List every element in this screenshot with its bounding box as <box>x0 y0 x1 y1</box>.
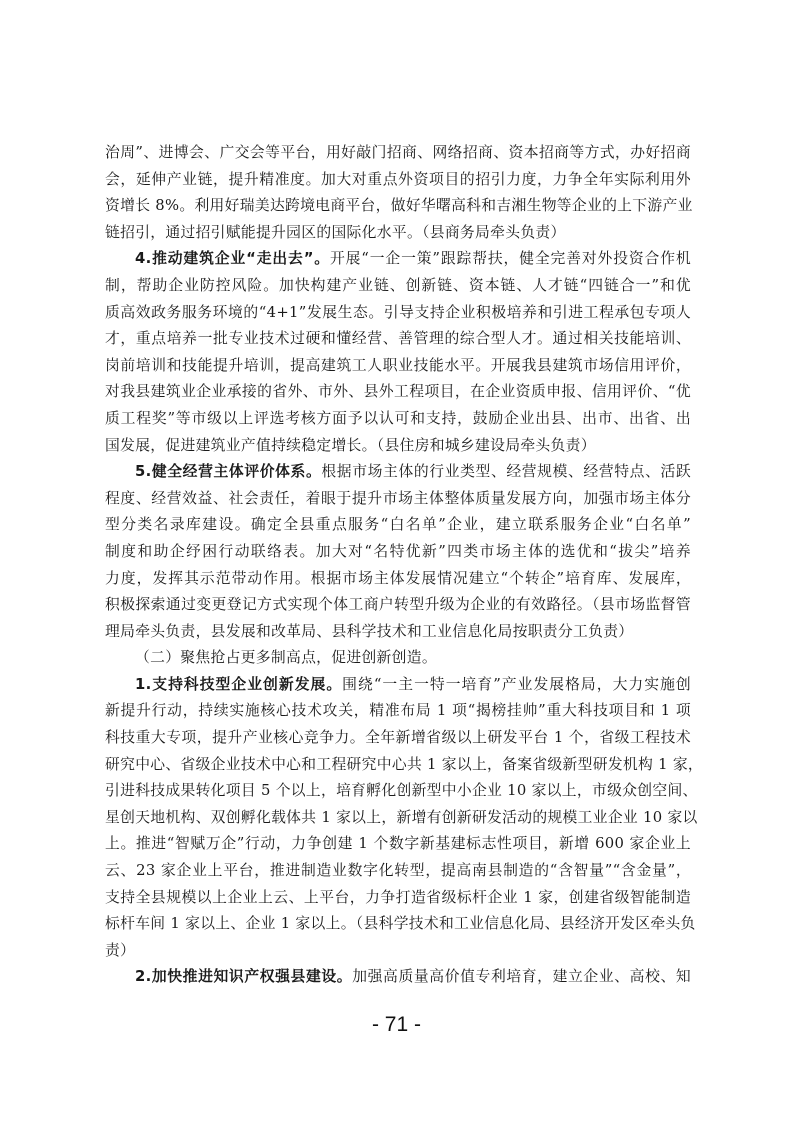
text-line <box>105 938 691 965</box>
line-text: 程度、经营效益、社会责任，着眼于提升市场主体整体质量发展方向，加强市场主体分 <box>105 489 691 507</box>
text-line <box>105 566 691 593</box>
section-heading: 2.加快推进知识产权强县建设。 <box>135 968 353 986</box>
text-line <box>105 619 691 646</box>
line-text: 制度和助企纾困行动联络表。加大对“名特优新”四类市场主体的选优和“拔尖”培养 <box>105 542 691 560</box>
text-line <box>105 406 691 433</box>
section-heading: 1.支持科技型企业创新发展。 <box>135 675 343 693</box>
line-text: 质工程奖”等市级以上评选考核方面予以认可和支持，鼓励企业出县、出市、出省、出 <box>105 409 691 427</box>
line-text: 国发展，促进建筑业产值持续稳定增长。（县住房和城乡建设局牵头负责） <box>105 436 596 454</box>
line-text: 根据市场主体的行业类型、经营规模、经营特点、活跃 <box>321 463 691 481</box>
text-line <box>105 592 691 619</box>
text-line <box>105 273 691 300</box>
paragraph <box>105 672 704 965</box>
page-number: - 71 - <box>371 1013 421 1036</box>
paragraph <box>105 459 691 645</box>
line-text: 治周”、进博会、广交会等平台，用好敲门招商、网络招商、资本招商等方式，办好招商 <box>105 144 691 161</box>
text-line <box>105 752 704 779</box>
text-line <box>105 193 691 220</box>
text-line <box>105 140 691 167</box>
line-text: 力度，发挥其示范带动作用。根据市场主体发展情况建立“个转企”培育库、发展库， <box>105 569 691 587</box>
text-line <box>105 326 691 353</box>
text-line <box>105 778 698 805</box>
line-text: 开展“一企一策”跟踪帮扶，健全完善对外投资合作机 <box>329 250 691 268</box>
text-line <box>105 964 691 991</box>
text-line <box>105 246 691 273</box>
paragraph <box>105 246 691 459</box>
text-line <box>105 725 691 752</box>
text-line <box>105 539 691 566</box>
text-line <box>105 433 691 460</box>
line-text: 引进科技成果转化项目 5 个以上，培育孵化创新型中小企业 10 家以上，市级众创空间、 <box>105 782 698 800</box>
line-text: 星创天地机构、双创孵化载体共 1 家以上，新增有创新研发活动的规模工业企业 10 家以 <box>105 808 698 826</box>
text-line <box>105 885 691 912</box>
line-text: 新提升行动，持续实施核心技术攻关，精准布局 1 项“揭榜挂帅”重大科技项目和 1 项 <box>105 702 691 720</box>
line-text: 岗前培训和技能提升培训，提高建筑工人职业技能水平。开展我县建筑市场信用评价， <box>105 356 691 374</box>
line-text: （二）聚焦抢占更多制高点，促进创新创造。 <box>135 649 437 667</box>
text-line <box>105 831 691 858</box>
paragraph <box>105 140 691 246</box>
line-text: 责） <box>105 941 136 959</box>
text-line <box>105 459 691 486</box>
text-line <box>105 379 691 406</box>
line-text: 资增长 8%。利用好瑞美达跨境电商平台，做好华曙高科和吉湘生物等企业的上下游产业 <box>105 197 693 215</box>
text-line <box>105 512 691 539</box>
body-text <box>105 140 704 991</box>
line-text: 云、23 家企业上平台，推进制造业数字化转型，提高南县制造的“含智量”“含金量”， <box>105 862 691 880</box>
line-text: 科技重大专项，提升产业核心竞争力。全年新增省级以上研发平台 1 个，省级工程技术 <box>105 729 691 747</box>
paragraph <box>105 645 691 672</box>
text-line <box>105 645 691 672</box>
text-line <box>105 672 691 699</box>
section-heading: 4.推动建筑企业“走出去”。 <box>135 250 330 268</box>
line-text: 积极探索通过变更登记方式实现个体工商户转型升级为企业的有效路径。（县市场监督管 <box>105 596 691 614</box>
text-line <box>105 220 691 247</box>
text-line <box>105 911 696 938</box>
paragraph <box>105 964 691 991</box>
section-heading: 5.健全经营主体评价体系。 <box>135 463 322 481</box>
line-text: 会，延伸产业链，提升精准度。加大对重点外资项目的招引力度，力争全年实际利用外 <box>105 170 691 188</box>
text-line <box>105 698 691 725</box>
line-text: 围绕“一主一特一培育”产业发展格局，大力实施创 <box>342 675 691 693</box>
text-line <box>105 300 691 327</box>
text-line <box>105 805 698 832</box>
line-text: 理局牵头负责，县发展和改革局、县科学技术和工业信息化局按职责分工负责） <box>105 622 634 640</box>
line-text: 支持全县规模以上企业上云、上平台，力争打造省级标杆企业 1 家，创建省级智能制造 <box>105 888 691 906</box>
line-text: 型分类名录库建设。确定全县重点服务“白名单”企业，建立联系服务企业“白名单” <box>105 516 691 534</box>
line-text: 才，重点培养一批专业技术过硬和懂经营、善管理的综合型人才。通过相关技能培训、 <box>105 330 691 348</box>
text-line <box>105 353 691 380</box>
line-text: 链招引，通过招引赋能提升园区的国际化水平。（县商务局牵头负责） <box>105 223 566 241</box>
text-line <box>105 167 691 194</box>
line-text: 对我县建筑业企业承接的省外、市外、县外工程项目，在企业资质申报、信用评价、“优 <box>105 383 691 401</box>
line-text: 质高效政务服务环境的“4+1”发展生态。引导支持企业积极培养和引进工程承包专项人 <box>105 303 691 321</box>
line-text: 上。推进“智赋万企”行动，力争创建 1 个数字新基建标志性项目，新增 600 家企业上 <box>105 835 691 853</box>
line-text: 标杆车间 1 家以上、企业 1 家以上。（县科学技术和工业信息化局、县经济开发区牵头负 <box>105 915 696 933</box>
line-text: 研究中心、省级企业技术中心和工程研究中心共 1 家以上，备案省级新型研发机构 1 家， <box>105 755 704 773</box>
text-line <box>105 486 691 513</box>
text-line <box>105 858 691 885</box>
line-text: 制，帮助企业防控风险。加快构建产业链、创新链、资本链、人才链“四链合一”和优 <box>105 276 691 294</box>
line-text: 加强高质量高价值专利培育，建立企业、高校、知 <box>352 968 691 986</box>
